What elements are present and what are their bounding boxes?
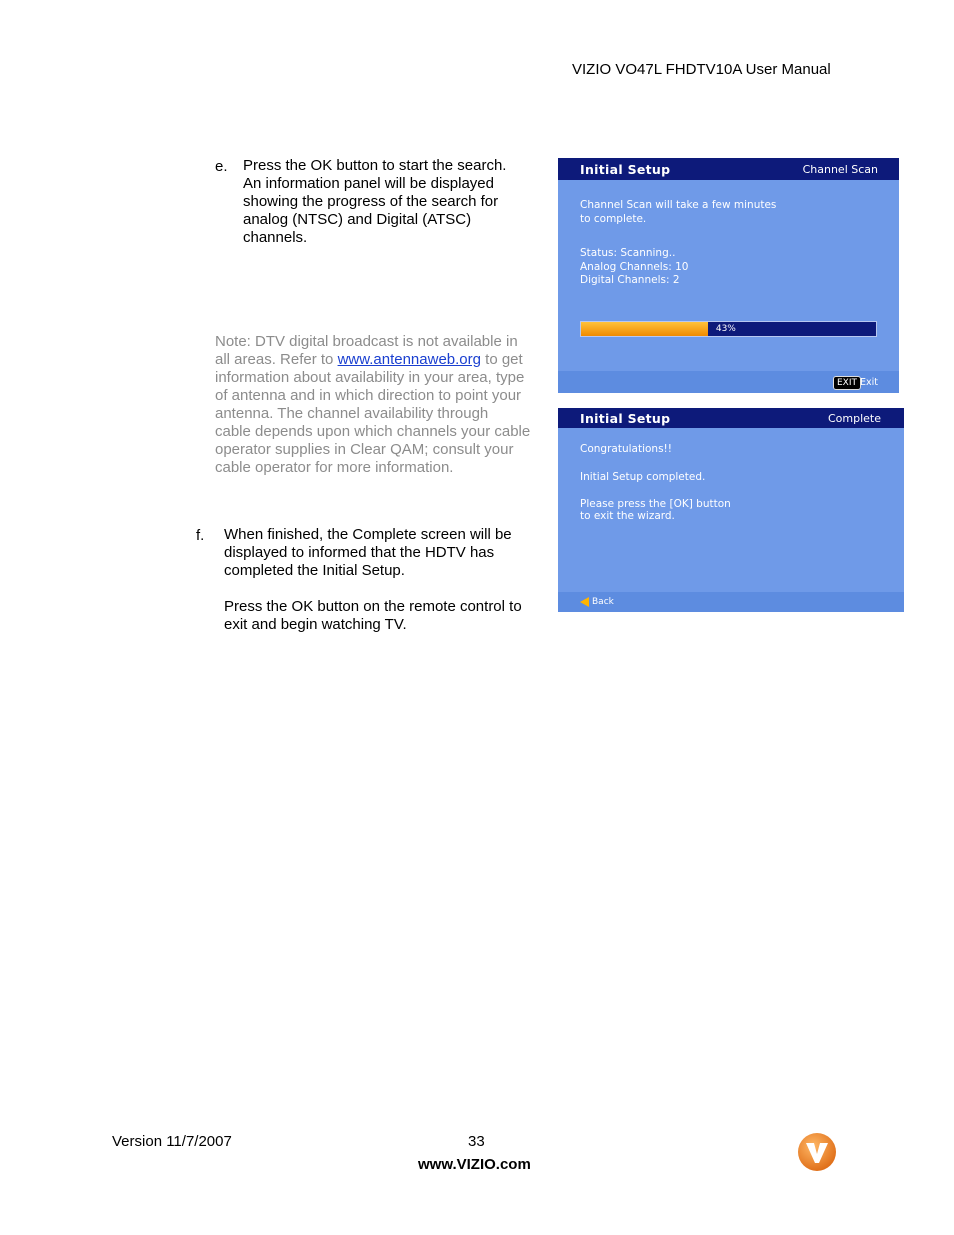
scan-status (580, 247, 688, 288)
setup-completed-text: Initial Setup completed. (580, 471, 706, 483)
channel-scan-screen (558, 158, 899, 393)
dtv-note (215, 333, 530, 477)
step-e-line: An information panel will be displayed (243, 175, 494, 192)
scan-message: Channel Scan will take a few minutes to complete. (580, 199, 777, 225)
osd-title: Initial Setup (580, 162, 671, 177)
scan-progress-bar (580, 321, 877, 337)
step-f-line: displayed to informed that the HDTV has (224, 544, 495, 561)
step-e-letter: e. (215, 158, 228, 175)
back-arrow-icon[interactable] (580, 597, 589, 607)
footer-url: www.VIZIO.com (418, 1156, 531, 1173)
status-text: Status: Scanning.. (580, 247, 676, 259)
note-line: information about availability in your area, type (215, 369, 525, 386)
exit-label: Exit (860, 377, 878, 388)
step-e-line: channels. (243, 229, 308, 246)
step-f-line: When finished, the Complete screen will be (224, 526, 512, 543)
step-e-line: analog (NTSC) and Digital (ATSC) (243, 211, 472, 228)
osd-section: Channel Scan (802, 163, 878, 176)
osd-title-bar (558, 158, 899, 180)
osd-title: Initial Setup (580, 411, 671, 426)
osd-title-bar (558, 408, 904, 428)
document-header-title: VIZIO VO47L FHDTV10A User Manual (572, 61, 831, 78)
step-f-letter: f. (196, 527, 205, 544)
note-line: cable depends upon which channels your cable (215, 423, 531, 440)
osd-section: Complete (827, 412, 881, 425)
step-f-line: completed the Initial Setup. (224, 562, 405, 579)
note-line: antenna. The channel availability through (215, 405, 489, 422)
exit-instruction: Please press the [OK] button to exit the wizard. (580, 498, 731, 522)
back-label[interactable]: Back (592, 597, 614, 607)
note-line: of antenna and in which direction to point your (215, 387, 522, 404)
note-line: operator supplies in Clear QAM; consult your (215, 441, 514, 458)
step-f-text (224, 526, 522, 634)
digital-channels: Digital Channels: 2 (580, 274, 680, 286)
scan-progress-fill (581, 322, 708, 336)
note-line: cable operator for more information. (215, 459, 454, 476)
step-e-line: Press the OK button to start the search. (243, 157, 507, 174)
step-f-line: Press the OK button on the remote control to (224, 598, 522, 615)
note-line: Note: DTV digital broadcast is not available in (215, 333, 518, 350)
scan-progress-label: 43% (715, 324, 736, 334)
analog-channels: Analog Channels: 10 (580, 260, 689, 273)
antennaweb-link[interactable]: www.antennaweb.org (337, 351, 481, 368)
osd-footer (558, 371, 899, 393)
step-e-line: showing the progress of the search for (243, 193, 499, 210)
page-number: 33 (468, 1133, 485, 1150)
exit-button-icon[interactable]: EXIT (833, 376, 861, 390)
step-e-text (243, 157, 506, 247)
congrats-text: Congratulations!! (580, 443, 672, 455)
setup-complete-screen (558, 408, 904, 612)
step-f-line: exit and begin watching TV. (224, 616, 407, 633)
footer-version: Version 11/7/2007 (112, 1133, 232, 1150)
note-line: all areas. Refer to www.antennaweb.org to get (215, 351, 523, 368)
osd-footer (558, 592, 904, 612)
vizio-v-logo-icon (797, 1132, 837, 1172)
